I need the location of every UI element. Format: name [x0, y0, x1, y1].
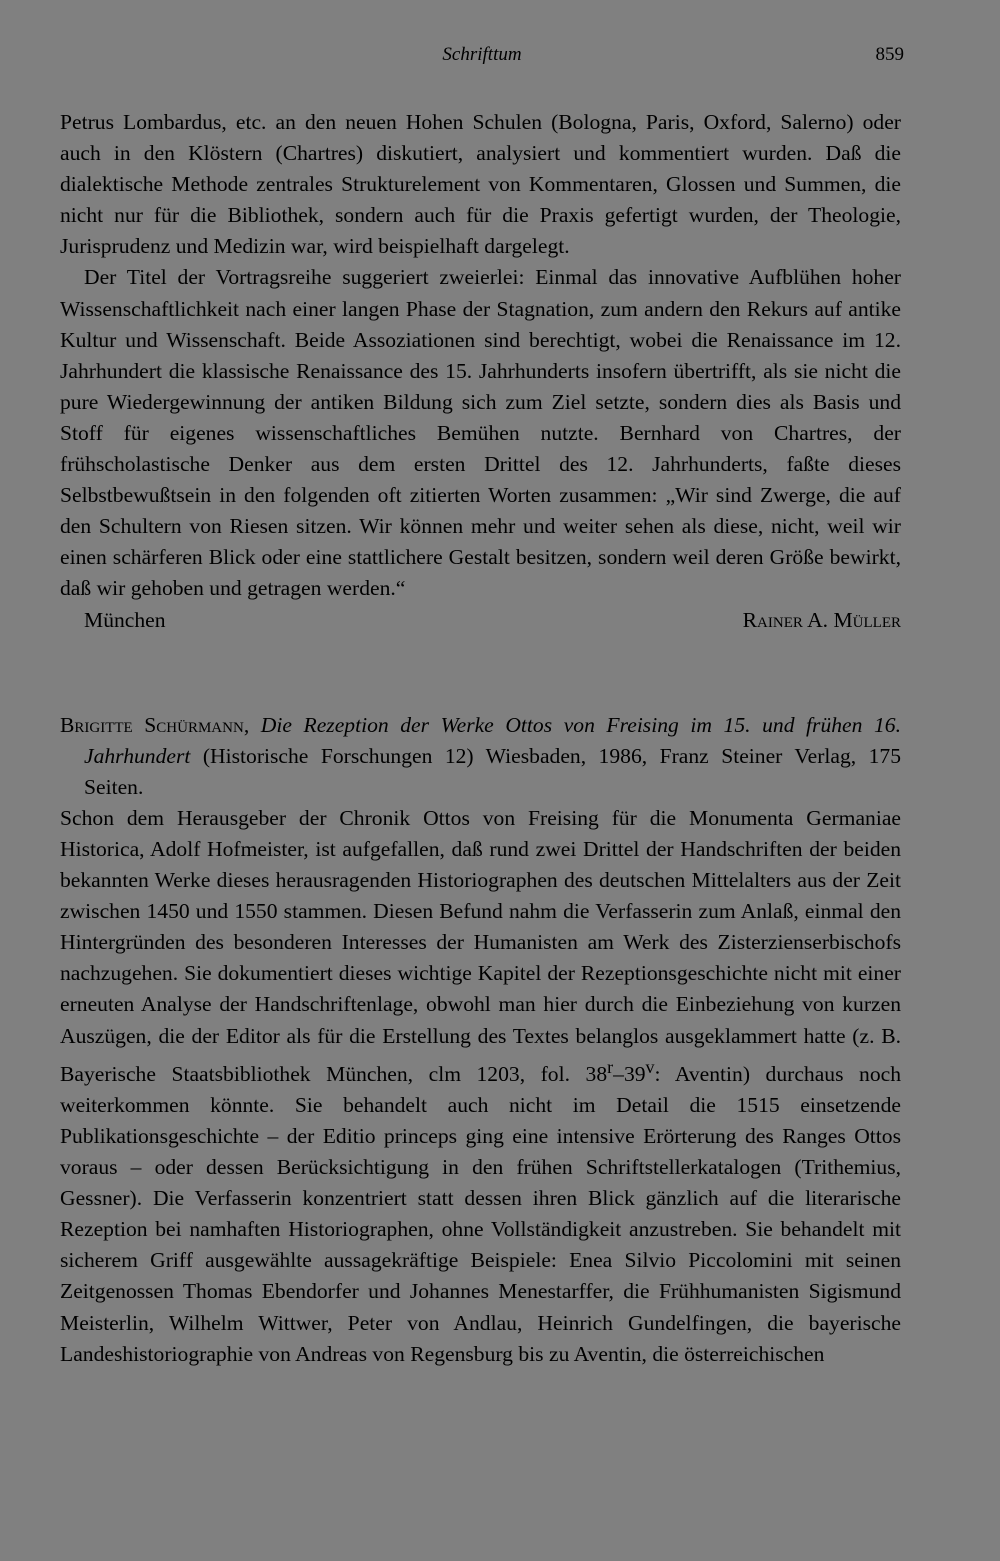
review2-text-b: –39: [613, 1061, 646, 1086]
review1-place: München: [84, 607, 166, 632]
review1-reviewer: Rainer A. Müller: [742, 607, 901, 632]
review2-author: Brigitte Schürmann: [60, 712, 244, 737]
review2-book-title: Die Rezeption der Werke Ottos von Freising im 15. und frühen 16. Jahrhundert: [84, 712, 901, 768]
review1-paragraph-2: Der Titel der Vortragsreihe suggeriert zweierlei: Einmal das innovative Aufblühen hoher Wissenschaftlichkeit nach einer langen Phase der Stagnation, zum andern den Rekurs auf antike Kultur und Wissenschaft. Beide Assoziationen sind berechtigt, wobei die Renaissance im 12. Jahrhundert die klassische Renaissance des 15. Jahrhunderts insofern übertrifft, als sie nicht die pure Wiedergewinnung der antiken Bildung sich zum Ziel setzte, sondern dies als Basis und Stoff für eigenes wissenschaftliches Bemühen nutzte. Bernhard von Chartres, der frühscholastische Denker aus dem ersten Drittel des 12. Jahrhunderts, faßte dieses Selbstbewußtsein in den folgenden oft zitierten Worten zusammen: „Wir sind Zwerge, die auf den Schultern von Riesen sitzen. Wir können mehr und weiter sehen als diese, nicht, weil wir einen schärferen Blick oder eine stattlichere Gestalt besitzen, sondern weil deren Größe bewirkt, daß wir gehoben und getragen werden.“: [60, 265, 901, 601]
review2-verso-superscript: v: [645, 1056, 655, 1077]
review1-paragraph-1: Petrus Lombardus, etc. an den neuen Hohen Schulen (Bologna, Paris, Oxford, Salerno) oder auch in den Klöstern (Chartres) diskutiert, analysiert und kommentiert wurden. Daß die dialektische Methode zentrales Strukturelement von Kommentaren, Glossen und Summen, die nicht nur für die Bibliothek, sondern auch für die Praxis gefertigt wurden, der Theologie, Jurisprudenz und Medizin war, wird beispielhaft dargelegt.: [60, 110, 901, 259]
review2-bibliographic-heading: Brigitte Schürmann, Die Rezeption der Werke Ottos von Freising im 15. und frühen 16. Jahrhundert (Historische Forschungen 12) Wiesbaden, 1986, Franz Steiner Verlag, 175 Seiten.: [60, 712, 902, 799]
running-title: Schrifttum: [442, 44, 522, 65]
page-number: 859: [875, 44, 904, 65]
review2-recto-superscript: r: [607, 1056, 614, 1077]
page-header: [60, 44, 904, 74]
review2-paragraph-1: [60, 803, 901, 1370]
page-body: [60, 107, 901, 1370]
review2-text-a: Schon dem Herausgeber der Chronik Ottos von Freising für die Monumenta Germaniae Historica, Adolf Hofmeister, ist aufgefallen, daß rund zwei Drittel der Handschriften der beiden bekannten Werke dieses herausragenden Historiographen des deutschen Mittelalters aus der Zeit zwischen 1450 und 1550 stammen. Diesen Befund nahm die Verfasserin zum Anlaß, einmal den Hintergründen des besonderen Interesses der Humanisten am Werk des Zisterzienserbischofs nachzugehen. Sie dokumentiert dieses wichtige Kapitel der Rezeptionsgeschichte nicht mit einer erneuten Analyse der Handschriftenlage, obwohl man hier durch die Einbeziehung von kurzen Auszügen, die der Editor als für die Erstellung des Textes belanglos ausgeklammert hatte (z. B. Bayerische Staatsbibliothek München, clm 1203, fol. 38: [60, 805, 901, 1086]
review2-text-c: : Aventin) durchaus noch weiterkommen könnte. Sie behandelt auch nicht im Detail die 1515 einsetzende Publikationsgeschichte – der Editio princeps ging eine intensive Erörterung des Ranges Ottos voraus – oder dessen Berücksichtigung in den frühen Schriftstellerkatalogen (Trithemius, Gessner). Die Verfasserin konzentriert statt dessen ihren Blick gänzlich auf die literarische Rezeption bei namhaften Historiographen, ohne Vollständigkeit anzustreben. Sie behandelt mit sicherem Griff ausgewählte aussagekräftige Beispiele: Enea Silvio Piccolomini mit seinen Zeitgenossen Thomas Ebendorfer und Johannes Menestarffer, die Frühhumanisten Sigismund Meisterlin, Wilhelm Wittwer, Peter von Andlau, Heinrich Gundelfingen, die bayerische Landeshistoriographie von Andreas von Regensburg bis zu Aventin, die österreichischen: [60, 1061, 901, 1366]
review1-signature: [60, 605, 901, 636]
review2-publication: (Historische Forschungen 12) Wiesbaden, 1986, Franz Steiner Verlag, 175 Seiten.: [84, 743, 902, 799]
